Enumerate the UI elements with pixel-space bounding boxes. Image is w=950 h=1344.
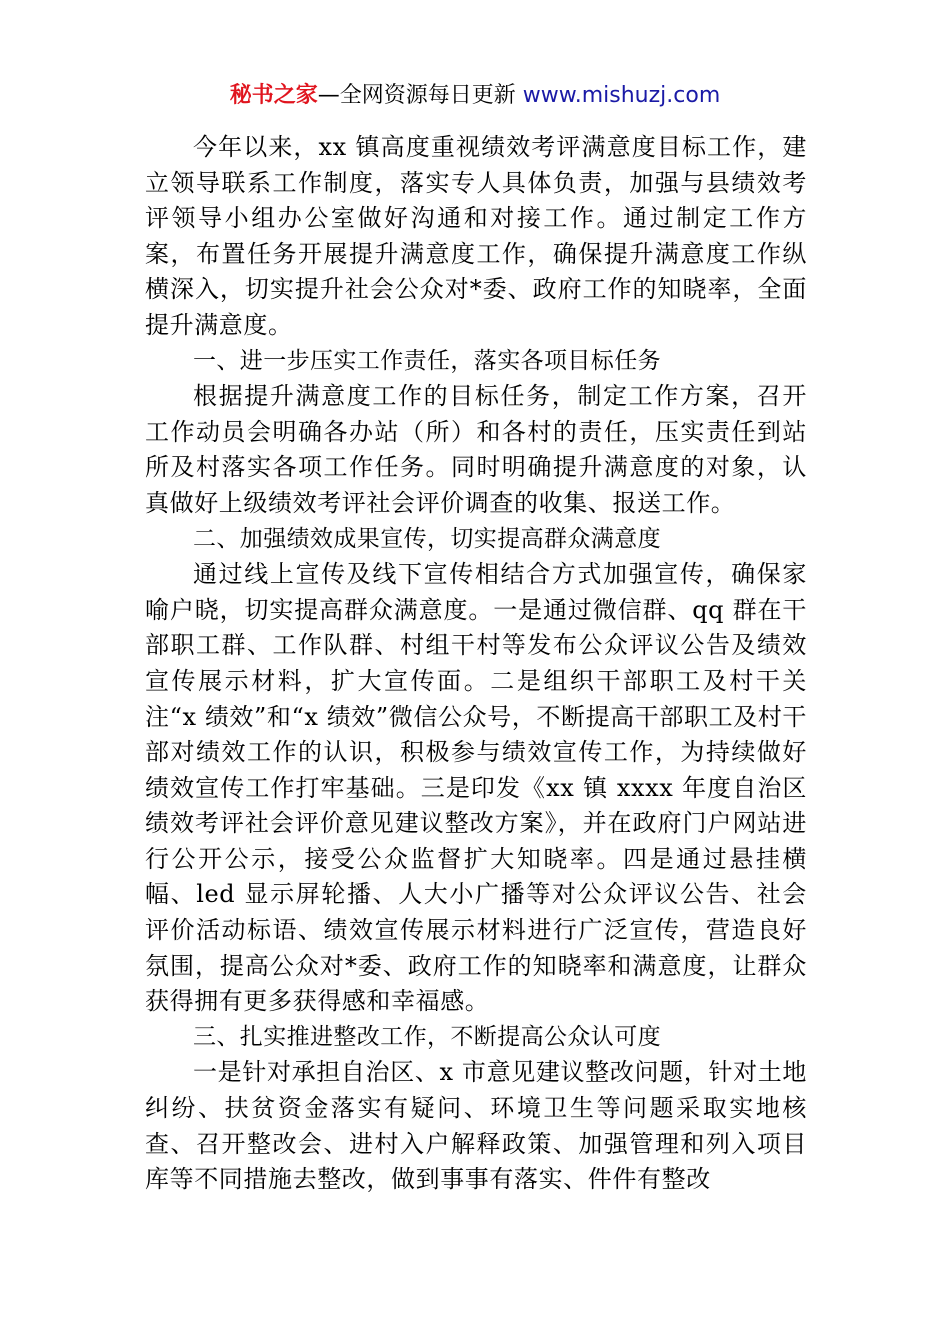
section-heading-1: 一、进一步压实工作责任，落实各项目标任务 — [193, 347, 661, 374]
page-header — [0, 80, 950, 112]
brand-name: 秘书之家 — [229, 83, 318, 108]
document-body — [145, 130, 807, 1198]
section-heading-2: 二、加强绩效成果宣传，切实提高群众满意度 — [193, 525, 661, 552]
site-url[interactable]: www.mishuzj.com — [522, 83, 721, 108]
section-3-paragraph: 一是针对承担自治区、x 市意见建议整改问题，针对土地纠纷、扶贫资金落实有疑问、环境卫生等问题采取实地核查、召开整改会、进村入户解释政策、加强管理和列入项目库等不同措施去整改，做到事事有落实、件件有整改 — [145, 1058, 807, 1194]
section-1-paragraph: 根据提升满意度工作的目标任务，制定工作方案，召开工作动员会明确各办站（所）和各村的责任，压实责任到站所及村落实各项工作任务。同时明确提升满意度的对象，认真做好上级绩效考评社会评价调查的收集、报送工作。 — [145, 382, 807, 517]
intro-paragraph: 今年以来，xx 镇高度重视绩效考评满意度目标工作，建立领导联系工作制度，落实专人具体负责，加强与县绩效考评领导小组办公室做好沟通和对接工作。通过制定工作方案，布置任务开展提升满意度工作，确保提升满意度工作纵横深入，切实提升社会公众对*委、政府工作的知晓率，全面提升满意度。 — [145, 133, 807, 339]
section-2-paragraph: 通过线上宣传及线下宣传相结合方式加强宣传，确保家喻户晓，切实提高群众满意度。一是通过微信群、qq 群在干部职工群、工作队群、村组干村等发布公众评议公告及绩效宣传展示材料，扩大宣传面。二是组织干部职工及村干关注“x 绩效”和“x 绩效”微信公众号，不断提高干部职工及村干部对绩效工作的认识，积极参与绩效宣传工作，为持续做好绩效宣传工作打牢基础。三是印发《xx 镇 xxxx 年度自治区绩效考评社会评价意见建议整改方案》，并在政府门户网站进行公开公示，接受公众监督扩大知晓率。四是通过悬挂横幅、led 显示屏轮播、人大小广播等对公众评议公告、社会评价活动标语、绩效宣传展示材料进行广泛宣传，营造良好氛围，提高公众对*委、政府工作的知晓率和满意度，让群众获得拥有更多获得感和幸福感。 — [145, 560, 808, 1016]
section-heading-3: 三、扎实推进整改工作，不断提高公众认可度 — [193, 1023, 661, 1050]
header-tagline: —全网资源每日更新 — [317, 83, 516, 108]
